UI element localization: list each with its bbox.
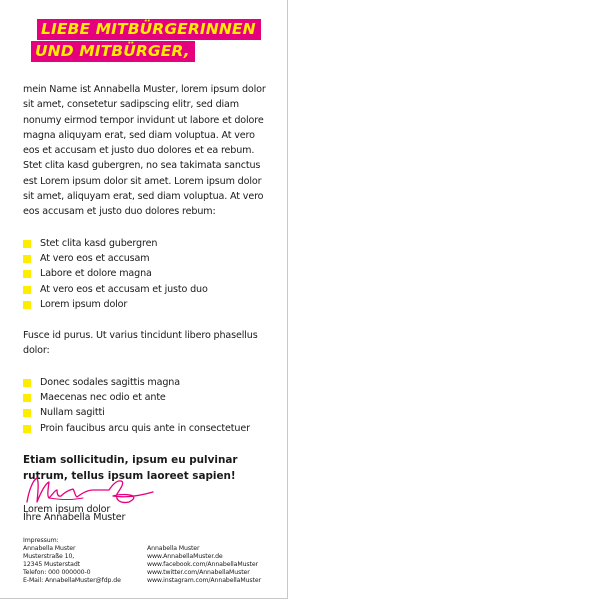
letter-body — [23, 82, 273, 517]
list-item: At vero eos et accusam et justo duo — [23, 282, 273, 297]
list-item: Maecenas nec odio et ante — [23, 390, 273, 405]
headline-line-2: UND MITBÜRGER, — [31, 41, 195, 62]
headline-line-1: LIEBE MITBÜRGERINNEN — [37, 19, 261, 40]
signature-name: Ihre Annabella Muster — [23, 512, 126, 523]
bullet-square-icon — [23, 394, 31, 402]
imprint-line: Telefon: 000 000000-0 — [23, 569, 91, 577]
imprint-line: www.facebook.com/AnnabellaMuster — [147, 561, 258, 569]
bullet-square-icon — [23, 301, 31, 309]
list-item: Stet clita kasd gubergren — [23, 236, 273, 251]
bullet-square-icon — [23, 409, 31, 417]
imprint-line: www.AnnabellaMuster.de — [147, 553, 223, 561]
intro-paragraph: mein Name ist Annabella Muster, lorem ipsum dolor sit amet, consetetur sadipscing elitr, sed diam nonumy eirmod tempor invidunt ut labore et dolore magna aliquyam erat, sed diam voluptua. At vero eos et accusam et justo duo dolores et ea rebum. Stet clita kasd gubergren, no sea takimata sanctus est Lorem ipsum dolor sit amet. Lorem ipsum dolor sit amet, aliquyam erat, sed diam voluptua. At vero eos accusam et justo duo dolores rebum: — [23, 84, 266, 218]
list-item: Lorem ipsum dolor — [23, 297, 273, 312]
imprint-line: 12345 Musterstadt — [23, 561, 81, 569]
second-paragraph: Fusce id purus. Ut varius tincidunt libero phasellus dolor: — [23, 330, 258, 357]
list-item: At vero eos et accusam — [23, 251, 273, 266]
list-item: Proin faucibus arcu quis ante in consectetuer — [23, 421, 273, 436]
list-item: Donec sodales sagittis magna — [23, 375, 273, 390]
imprint-line: E-Mail: AnnabellaMuster@fdp.de — [23, 577, 121, 585]
list-item: Nullam sagitti — [23, 405, 273, 420]
imprint-address — [23, 537, 121, 586]
imprint-line: Impressum: — [23, 537, 59, 544]
handwritten-signature — [21, 472, 161, 512]
imprint-line: www.twitter.com/AnnabellaMuster — [147, 569, 250, 577]
imprint-line: www.instagram.com/AnnabellaMuster — [147, 577, 262, 585]
imprint-web-links — [147, 545, 261, 585]
imprint-line: Musterstraße 10, — [23, 553, 75, 561]
bullet-square-icon — [23, 425, 31, 433]
bullet-list-1 — [23, 236, 273, 312]
page-headline — [31, 19, 261, 63]
imprint-line: Annabella Muster — [147, 545, 200, 552]
bold-statement: Etiam sollicitudin, ipsum eu pulvinar rutrum, tellus ipsum laoreet sapien! — [23, 453, 238, 482]
bullet-square-icon — [23, 255, 31, 263]
bullet-square-icon — [23, 270, 31, 278]
list-item: Labore et dolore magna — [23, 266, 273, 281]
bullet-square-icon — [23, 240, 31, 248]
bullet-square-icon — [23, 379, 31, 387]
imprint-line: Annabella Muster — [23, 545, 76, 553]
bullet-list-2 — [23, 375, 273, 436]
bullet-square-icon — [23, 286, 31, 294]
closing-greeting: Lorem ipsum dolor — [23, 503, 111, 515]
